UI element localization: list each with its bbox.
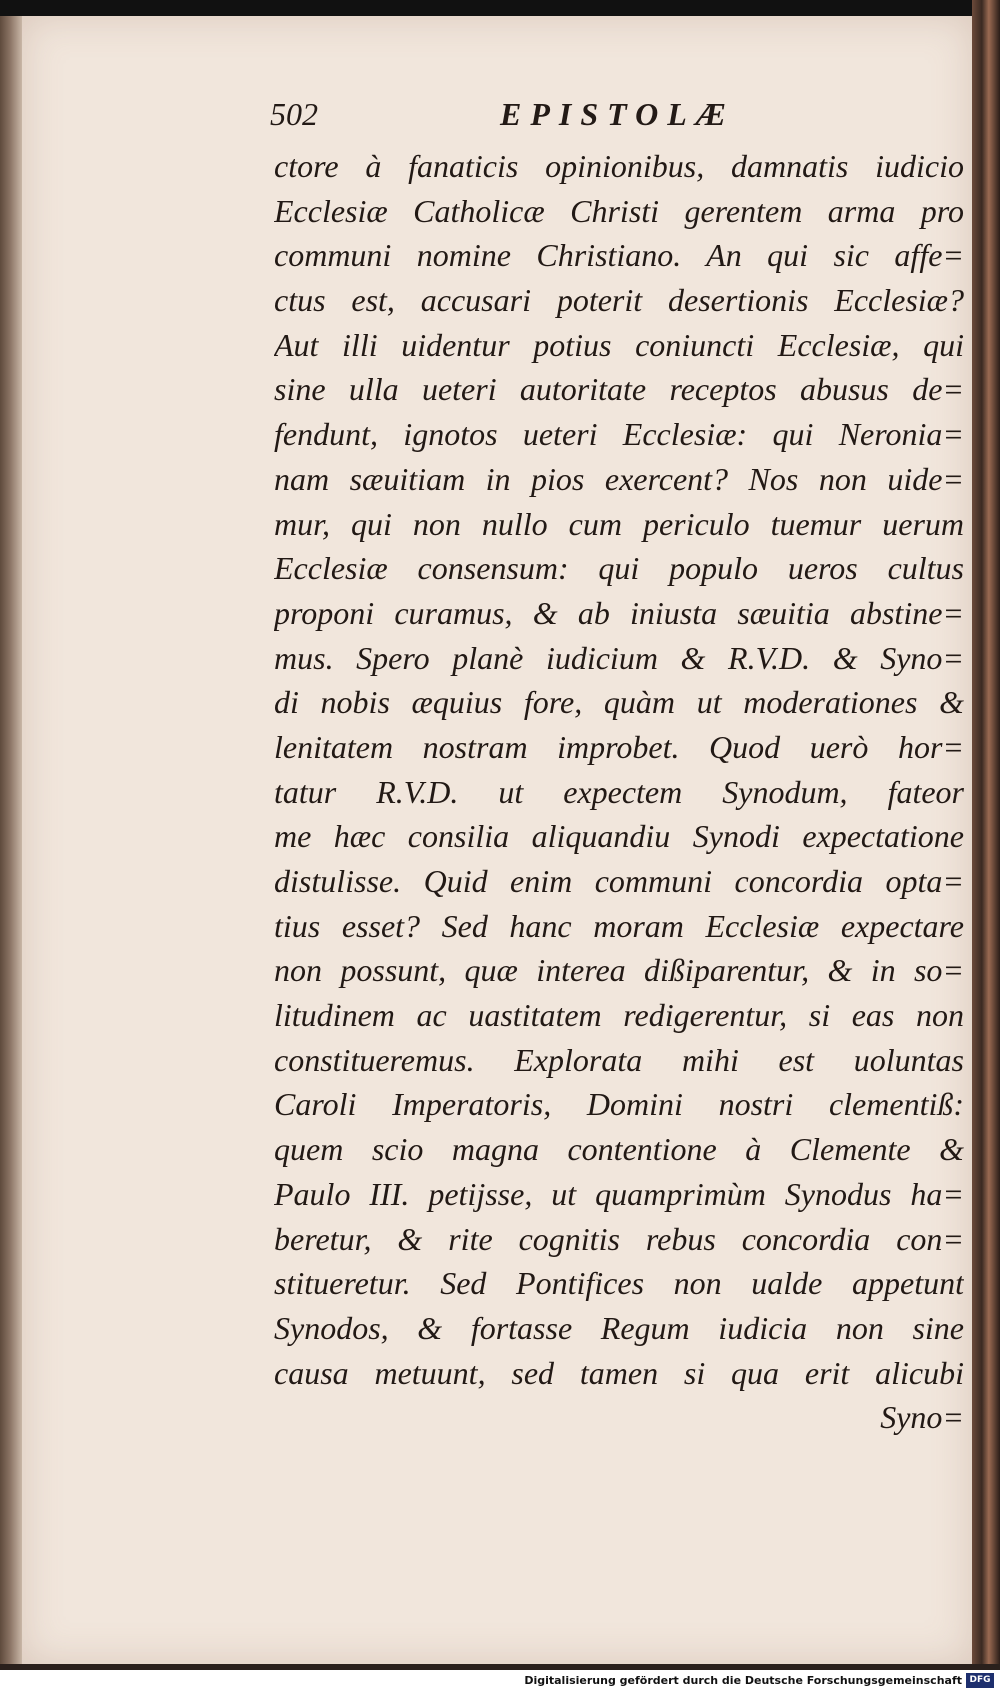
page-header <box>270 96 970 140</box>
text-line: Aut illi uidentur potius coniuncti Ecclesiæ, qui <box>274 326 964 363</box>
text-line: fendunt, ignotos ueteri Ecclesiæ: qui Neronia= <box>274 416 964 453</box>
text-line: non possunt, quæ interea dißiparentur, & in so= <box>274 952 964 989</box>
scan-top-edge <box>0 0 1000 16</box>
text-line: mur, qui non nullo cum periculo tuemur uerum <box>274 505 964 542</box>
page-stack-edge <box>972 0 1000 1668</box>
text-line: tatur R.V.D. ut expectem Synodum, fateor <box>274 773 964 810</box>
book-page <box>22 16 972 1664</box>
text-line: constitueremus. Explorata mihi est uoluntas <box>274 1041 964 1078</box>
page-number: 502 <box>270 96 318 132</box>
text-line: communi nomine Christiano. An qui sic affe= <box>274 237 964 274</box>
text-line: sine ulla ueteri autoritate receptos abusus de= <box>274 371 964 408</box>
text-line: distulisse. Quid enim communi concordia opta= <box>274 863 964 899</box>
text-line: quem scio magna contentione à Clemente & <box>274 1131 964 1168</box>
text-line: causa metuunt, sed tamen si qua erit alicubi <box>274 1354 964 1391</box>
body-text <box>274 144 964 1440</box>
dfg-logo: DFG <box>966 1673 994 1688</box>
funding-notice: Digitalisierung gefördert durch die Deutsche Forschungsgemeinschaft <box>524 1674 962 1687</box>
text-line: proponi curamus, & ab iniusta sæuitia abstine= <box>274 594 964 631</box>
text-line: lenitatem nostram improbet. Quod uerò hor= <box>274 728 964 765</box>
text-line: beretur, & rite cognitis rebus concordia con= <box>274 1220 964 1257</box>
text-line: ctore à fanaticis opinionibus, damnatis iudicio <box>274 148 964 184</box>
catchword: Syno= <box>880 1399 964 1436</box>
text-line: ctus est, accusari poterit desertionis Ecclesiæ? <box>274 282 964 319</box>
text-line: nam sæuitiam in pios exercent? Nos non uide= <box>274 460 964 497</box>
running-head: EPISTOLÆ <box>500 96 735 132</box>
text-line: Ecclesiæ Catholicæ Christi gerentem arma pro <box>274 192 964 229</box>
text-line: Caroli Imperatoris, Domini nostri clementiß: <box>274 1086 964 1123</box>
text-line: Ecclesiæ consensum: qui populo ueros cultus <box>274 550 964 587</box>
text-line: stitueretur. Sed Pontifices non ualde appetunt <box>274 1265 964 1302</box>
text-line: litudinem ac uastitatem redigerentur, si eas non <box>274 997 964 1034</box>
text-line: tius esset? Sed hanc moram Ecclesiæ expectare <box>274 907 964 944</box>
text-line: Paulo III. petijsse, ut quamprimùm Synodus ha= <box>274 1175 964 1212</box>
text-line: mus. Spero planè iudicium & R.V.D. & Syno= <box>274 639 964 676</box>
book-gutter <box>0 16 22 1666</box>
text-line: di nobis æquius fore, quàm ut moderationes & <box>274 684 964 721</box>
digitization-footer <box>0 1670 1000 1693</box>
text-line: me hæc consilia aliquandiu Synodi expectatione <box>274 818 964 855</box>
text-line: Synodos, & fortasse Regum iudicia non sine <box>274 1309 964 1346</box>
